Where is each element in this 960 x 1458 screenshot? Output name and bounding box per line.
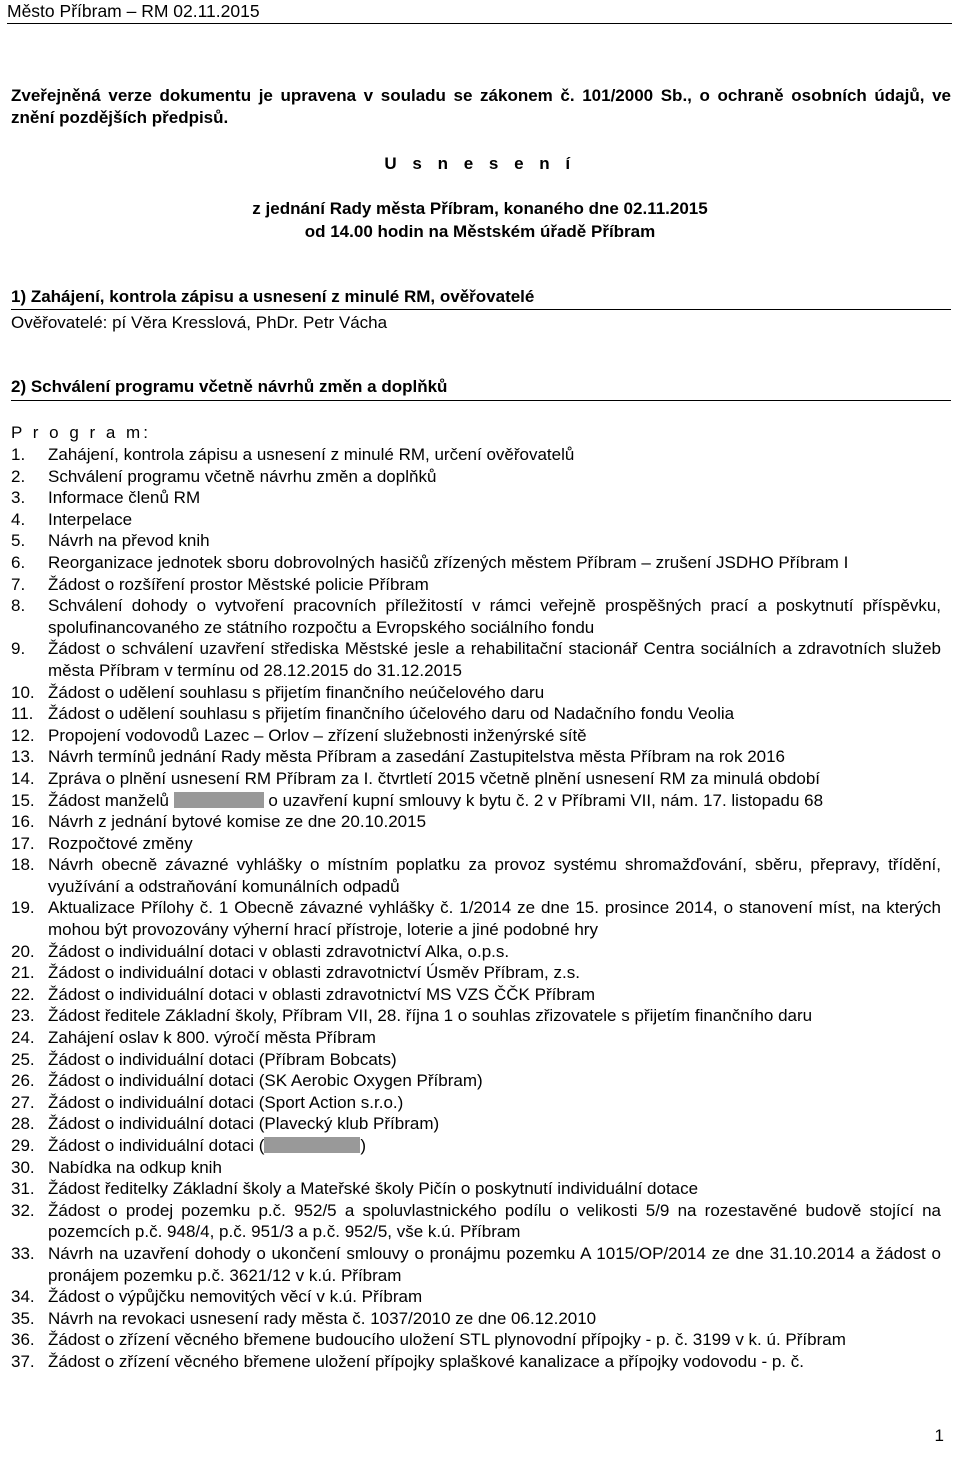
program-item-text: Žádost o individuální dotaci (Sport Action s.r.o.) (48, 1092, 404, 1112)
program-item (11, 790, 941, 812)
program-item-text: Žádost ředitele Základní školy, Příbram VII, 28. října 1 o souhlas zřizovatele s přijetím finančního daru (48, 1006, 813, 1026)
program-item-text: Žádost o zřízení věcného břemene budoucího uložení STL plynovodní přípojky - p. č. 3199 v k. ú. Příbram (48, 1330, 846, 1350)
program-item-text: Informace členů RM (48, 488, 201, 508)
program-item-number: 34. (11, 1287, 35, 1307)
program-item-number: 15. (11, 790, 35, 810)
program-item (11, 1200, 941, 1243)
program-item-number: 3. (11, 488, 26, 508)
program-item-number: 6. (11, 552, 26, 572)
page-number: 1 (934, 1426, 944, 1445)
program-item (11, 1308, 941, 1330)
program-item (11, 1113, 941, 1135)
program-item (11, 530, 941, 552)
program-item-number: 19. (11, 898, 35, 918)
program-item-number: 22. (11, 984, 35, 1004)
program-item (11, 725, 941, 747)
program-item-number: 26. (11, 1071, 35, 1091)
privacy-notice: Zveřejněná verze dokumentu je upravena v souladu se zákonem č. 101/2000 Sb., o ochraně osobních údajů, ve znění pozdějších předpisů. (11, 86, 951, 127)
program-item-text: Zpráva o plnění usnesení RM Příbram za I. čtvrtletí 2015 včetně plnění usnesení RM za minulá období (48, 768, 821, 788)
program-item (11, 595, 941, 638)
program-item (11, 1286, 941, 1308)
subtitle-line-2: od 14.00 hodin na Městském úřadě Příbram (304, 222, 656, 241)
program-item (11, 941, 941, 963)
program-item (11, 1243, 941, 1286)
program-item-number: 31. (11, 1179, 35, 1199)
program-item (11, 703, 941, 725)
program-item-text: Zahájení oslav k 800. výročí města Příbram (48, 1028, 376, 1048)
program-item-text-end: ) (360, 1136, 367, 1155)
program-item (11, 574, 941, 596)
program-item (11, 1351, 941, 1373)
program-item-text: Schválení dohody o vytvoření pracovních příležitostí v rámci veřejně prospěšných prací a poskytnutí příspěvku, spolufinancovaného ze státního rozpočtu a Evropského sociálního fondu (48, 596, 941, 637)
program-item (11, 1157, 941, 1179)
program-item-number: 27. (11, 1092, 35, 1112)
program-item-text: Nabídka na odkup knih (48, 1157, 222, 1177)
program-item-number: 17. (11, 833, 35, 853)
document-title: U s n e s e n í (384, 154, 576, 173)
program-item-text: Žádost o zřízení věcného břemene uložení přípojky splaškové kanalizace a přípojky vodovodu - p. č. (48, 1351, 804, 1371)
program-item-number: 13. (11, 747, 35, 767)
program-item-number: 20. (11, 941, 35, 961)
program-item-text-start: Žádost manželů (48, 790, 169, 810)
program-item (11, 1070, 941, 1092)
program-item (11, 1027, 941, 1049)
program-item (11, 466, 941, 488)
program-item-number: 18. (11, 855, 35, 875)
program-item (11, 1005, 941, 1027)
program-item-number: 36. (11, 1330, 35, 1350)
program-item-number: 35. (11, 1308, 35, 1328)
program-item-text: Zahájení, kontrola zápisu a usnesení z minulé RM, určení ověřovatelů (48, 445, 575, 464)
program-item-number: 23. (11, 1006, 35, 1026)
program-item-text: Návrh na převod knih (48, 531, 210, 551)
header-divider (7, 23, 952, 24)
program-item-text: Žádost o individuální dotaci (Příbram Bobcats) (48, 1049, 397, 1069)
program-item (11, 1329, 941, 1351)
program-list (11, 444, 941, 1373)
document-subtitle (0, 197, 960, 243)
program-item-number: 33. (11, 1243, 35, 1263)
page-header: Město Příbram – RM 02.11.2015 (7, 1, 260, 21)
program-item-text: Žádost o výpůjčku nemovitých věcí v k.ú. Příbram (48, 1287, 423, 1307)
redacted-name (174, 792, 264, 808)
program-item-text: Žádost o rozšíření prostor Městské policie Příbram (48, 574, 429, 594)
program-item-text: Rozpočtové změny (48, 833, 193, 853)
program-item-number: 1. (11, 445, 26, 464)
program-item-number: 10. (11, 682, 35, 702)
program-item-text: Žádost o individuální dotaci v oblasti zdravotnictví Úsměv Příbram, z.s. (48, 963, 580, 983)
program-item (11, 1135, 941, 1157)
program-item (11, 1049, 941, 1071)
program-item-text: Propojení vodovodů Lazec – Orlov – zřízení služebnosti inženýrské sítě (48, 725, 587, 745)
program-item-number: 12. (11, 725, 35, 745)
program-item-number: 8. (11, 596, 26, 616)
program-item (11, 897, 941, 940)
program-item-number: 37. (11, 1351, 35, 1371)
program-item (11, 1092, 941, 1114)
program-item-number: 25. (11, 1049, 35, 1069)
program-item-text-start: Žádost o individuální dotaci ( (48, 1136, 265, 1155)
program-item (11, 638, 941, 681)
program-item-text: Aktualizace Přílohy č. 1 Obecně závazné vyhlášky č. 1/2014 ze dne 15. prosince 2014, o stanovení míst, na kterých mohou být provozovány výherní hrací přístroje, loterie a jiné podobné hry (48, 898, 941, 940)
program-item-text: Žádost o individuální dotaci v oblasti zdravotnictví Alka, o.p.s. (48, 941, 510, 961)
program-item (11, 509, 941, 531)
program-item-number: 2. (11, 466, 26, 486)
program-item-number: 9. (11, 639, 26, 659)
program-item-text: Návrh na revokaci usnesení rady města č. 1037/2010 ze dne 06.12.2010 (48, 1308, 597, 1328)
program-item-text-end: o uzavření kupní smlouvy k bytu č. 2 v Příbrami VII, nám. 17. listopadu 68 (268, 790, 824, 810)
program-item-text: Žádost o udělení souhlasu s přijetím finančního účelového daru od Nadačního fondu Veolia (48, 704, 735, 724)
subtitle-line-1: z jednání Rady města Příbram, konaného dne 02.11.2015 (252, 199, 708, 218)
program-item (11, 811, 941, 833)
program-item-text: Žádost o individuální dotaci v oblasti zdravotnictví MS VZS ČČK Příbram (48, 984, 596, 1004)
section-1-text: Ověřovatelé: pí Věra Kresslová, PhDr. Petr Vácha (11, 313, 388, 332)
program-item-text: Reorganizace jednotek sboru dobrovolných hasičů zřízených městem Příbram – zrušení JSDHO Příbram I (48, 552, 849, 572)
program-item (11, 1178, 941, 1200)
program-item-number: 28. (11, 1114, 35, 1134)
program-item-text: Žádost o individuální dotaci (Plavecký klub Příbram) (48, 1114, 440, 1134)
program-item (11, 962, 941, 984)
program-label: P r o g r a m: (11, 423, 151, 442)
program-item (11, 746, 941, 768)
program-item (11, 487, 941, 509)
program-item (11, 444, 941, 466)
section-1-divider (11, 309, 951, 310)
section-1-heading: 1) Zahájení, kontrola zápisu a usnesení z minulé RM, ověřovatelé (11, 287, 535, 306)
program-item-number: 21. (11, 963, 35, 983)
program-item-number: 5. (11, 531, 26, 551)
program-item-text: Žádost o prodej pozemku p.č. 952/5 a spoluvlastnického podílu o velikosti 5/9 na rozestavěné budově stojící na pozemcích p.č. 948/4, p.č. 951/3 a p.č. 952/5, vše k.ú. Příbram (48, 1200, 941, 1242)
program-item-number: 11. (11, 704, 34, 724)
program-item-number: 24. (11, 1028, 35, 1048)
program-item (11, 984, 941, 1006)
program-item-text: Schválení programu včetně návrhu změn a doplňků (48, 466, 437, 486)
program-item (11, 768, 941, 790)
program-item-number: 14. (11, 768, 35, 788)
program-item-text: Interpelace (48, 509, 133, 529)
section-2-heading: 2) Schválení programu včetně návrhů změn a doplňků (11, 377, 448, 396)
program-item-text: Žádost o udělení souhlasu s přijetím finančního neúčelového daru (48, 682, 545, 702)
section-2-divider (11, 400, 951, 401)
program-item-number: 32. (11, 1200, 35, 1220)
program-item-text: Žádost o schválení uzavření střediska Městské jesle a rehabilitační stacionář Centra sociálních a zdravotních služeb města Příbram v termínu od 28.12.2015 do 31.12.2015 (48, 639, 941, 680)
program-item-number: 7. (11, 574, 26, 594)
program-item-text: Návrh obecně závazné vyhlášky o místním poplatku za provoz systému shromažďování, sběru, přepravy, třídění, využívání a odstraňování komunálních odpadů (48, 855, 941, 896)
program-item (11, 552, 941, 574)
program-item-number: 4. (11, 509, 26, 529)
program-item-text: Žádost o individuální dotaci (SK Aerobic Oxygen Příbram) (48, 1071, 483, 1091)
program-item-text: Žádost ředitelky Základní školy a Mateřské školy Pičín o poskytnutí individuální dotace (48, 1179, 699, 1199)
program-item-text: Návrh na uzavření dohody o ukončení smlouvy o pronájmu pozemku A 1015/OP/2014 ze dne 31.10.2014 a žádost o pronájem pozemku p.č. 3621/12 v k.ú. Příbram (48, 1243, 941, 1285)
program-item (11, 833, 941, 855)
program-item (11, 854, 941, 897)
program-item-text: Návrh z jednání bytové komise ze dne 20.10.2015 (48, 812, 427, 832)
program-item-text: Návrh termínů jednání Rady města Příbram a zasedání Zastupitelstva města Příbram na rok 2016 (48, 747, 786, 767)
redacted-name (264, 1137, 360, 1153)
program-item-number: 30. (11, 1157, 35, 1177)
program-item-number: 29. (11, 1136, 35, 1155)
program-item (11, 682, 941, 704)
program-item-number: 16. (11, 812, 35, 832)
